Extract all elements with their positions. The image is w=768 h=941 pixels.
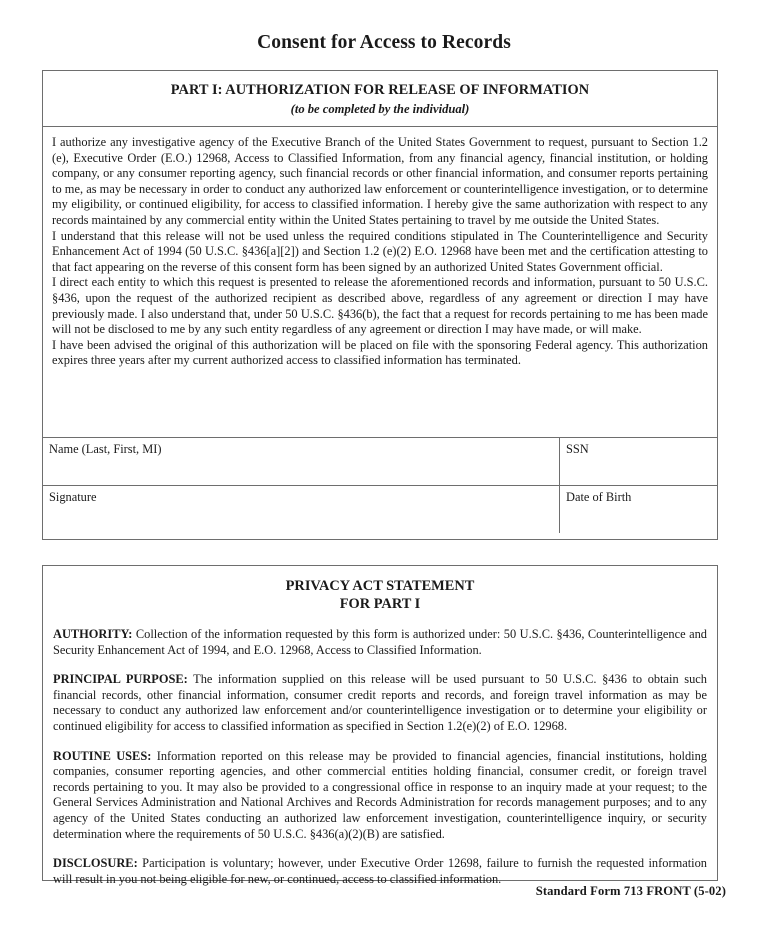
authorization-paragraph-3: I direct each entity to which this request is presented to release the aforementioned records and information, pursuant to 50 U.S.C. §436, upon the request of the authorized recipient as described above, regardless of any agreement or direction I may have previously made. I also understand that, under 50 U.S.C. §436(b), the fact that a request for records pertaining to me has been made will not be disclosed to me by any such entity regardless of any agreement or direction I may have made, or will make. — [52, 275, 708, 337]
disclosure-text: Participation is voluntary; however, under Executive Order 12698, failure to furnish the requested information will result in you not being eligible for new, or continued, access to classified information. — [53, 856, 707, 886]
ssn-field[interactable] — [560, 438, 717, 485]
principal-purpose-text: The information supplied on this release will be used pursuant to 50 U.S.C. §436 to obtain such financial records, other financial information, consumer credit reports and records, and foreign travel information as may be necessary to conduct any authorized law enforcement and/or counterintelligence investigation or to determine your eligibility or continued eligibility for access to classified information as specified in Section 1.2(e)(2) of E.O. 12968. — [53, 672, 708, 733]
authority-label: AUTHORITY: — [53, 627, 133, 641]
privacy-act-section — [42, 565, 718, 886]
part-one-heading: PART I: AUTHORIZATION FOR RELEASE OF INFORMATION — [170, 82, 590, 98]
authority-text: Collection of the information requested by this form is authorized under: 50 U.S.C. §436, Counterintelligence and Security Enhancement Act of 1994, and E.O. 12968, Access to Classified Information. — [53, 627, 707, 657]
privacy-act-title-line-2: FOR PART I — [339, 595, 421, 612]
signature-field-label: Signature — [49, 490, 97, 504]
privacy-act-title-line-1: PRIVACY ACT STATEMENT — [285, 578, 475, 594]
date-of-birth-field-label: Date of Birth — [566, 490, 632, 504]
signature-field[interactable] — [43, 486, 560, 533]
routine-uses-label: ROUTINE USES: — [53, 748, 152, 763]
part-one-subheading: (to be completed by the individual) — [290, 102, 470, 116]
privacy-section-routine-uses — [53, 749, 707, 843]
authorization-paragraph-4: I have been advised the original of this authorization will be placed on file with the sponsoring Federal agency. This authorization expires three years after my current authorized access to classified information has terminated. — [52, 337, 708, 368]
authorization-paragraph-1: I authorize any investigative agency of the Executive Branch of the United States Government to request, pursuant to Section 1.2 (e), Executive Order (E.O.) 12968, Access to Classified Information, from any financial agency, financial institution, or holding company, or any consumer reporting agency, such financial records or other financial information, and consumer reports pertaining to me, as may be necessary in order to conduct any authorized law enforcement or counterintelligence investigation, or to determine my eligibility, or continued eligibility, for access to classified information. I hereby give the same authorization with respect to any records maintained by any commercial entity within the United States pertaining to travel by me outside the United States. — [52, 135, 708, 227]
name-ssn-row — [43, 437, 717, 485]
name-field-label: Name (Last, First, MI) — [49, 442, 162, 456]
ssn-field-label: SSN — [566, 442, 589, 456]
privacy-section-authority — [53, 627, 707, 658]
routine-uses-text: Information reported on this release may be provided to financial agencies, financial institutions, holding companies, consumer reporting agencies, and other commercial entities holding financial, consumer credit, or foreign travel records pertaining to you. It may also be provided to a congressional office in response to an inquiry made at your request; to the General Services Administration and National Archives and Records Administration for records management purposes; and to any agency of the United States conducting an authorized law enforcement investigation, counterintelligence inquiry, or security determination where the requirements of 50 U.S.C. §436(a)(2)(B) are satisfied. — [53, 748, 707, 841]
principal-purpose-label: PRINCIPAL PURPOSE: — [53, 672, 188, 687]
privacy-act-title — [53, 578, 707, 613]
privacy-section-disclosure — [53, 856, 707, 887]
date-of-birth-field[interactable] — [560, 486, 717, 533]
page-title: Consent for Access to Records — [257, 32, 511, 53]
signature-dob-row — [43, 485, 717, 533]
authorization-paragraph-2: I understand that this release will not be used unless the required conditions stipulated in The Counterintelligence and Security Enhancement Act of 1994 (50 U.S.C. §436[a][2]) and Section 1.2 (e)(2) E.O. 12968 have been met and the certification attesting to that fact appearing on the reverse of this consent form has been signed by an authorized United States Government official. — [52, 228, 708, 274]
privacy-section-principal-purpose — [53, 672, 707, 734]
part-one-header — [43, 71, 717, 127]
name-field[interactable] — [43, 438, 560, 485]
form-footer-id: Standard Form 713 FRONT (5-02) — [535, 884, 726, 898]
authorization-text-body — [43, 127, 717, 437]
part-one-section — [42, 70, 718, 540]
disclosure-label: DISCLOSURE: — [53, 856, 138, 871]
